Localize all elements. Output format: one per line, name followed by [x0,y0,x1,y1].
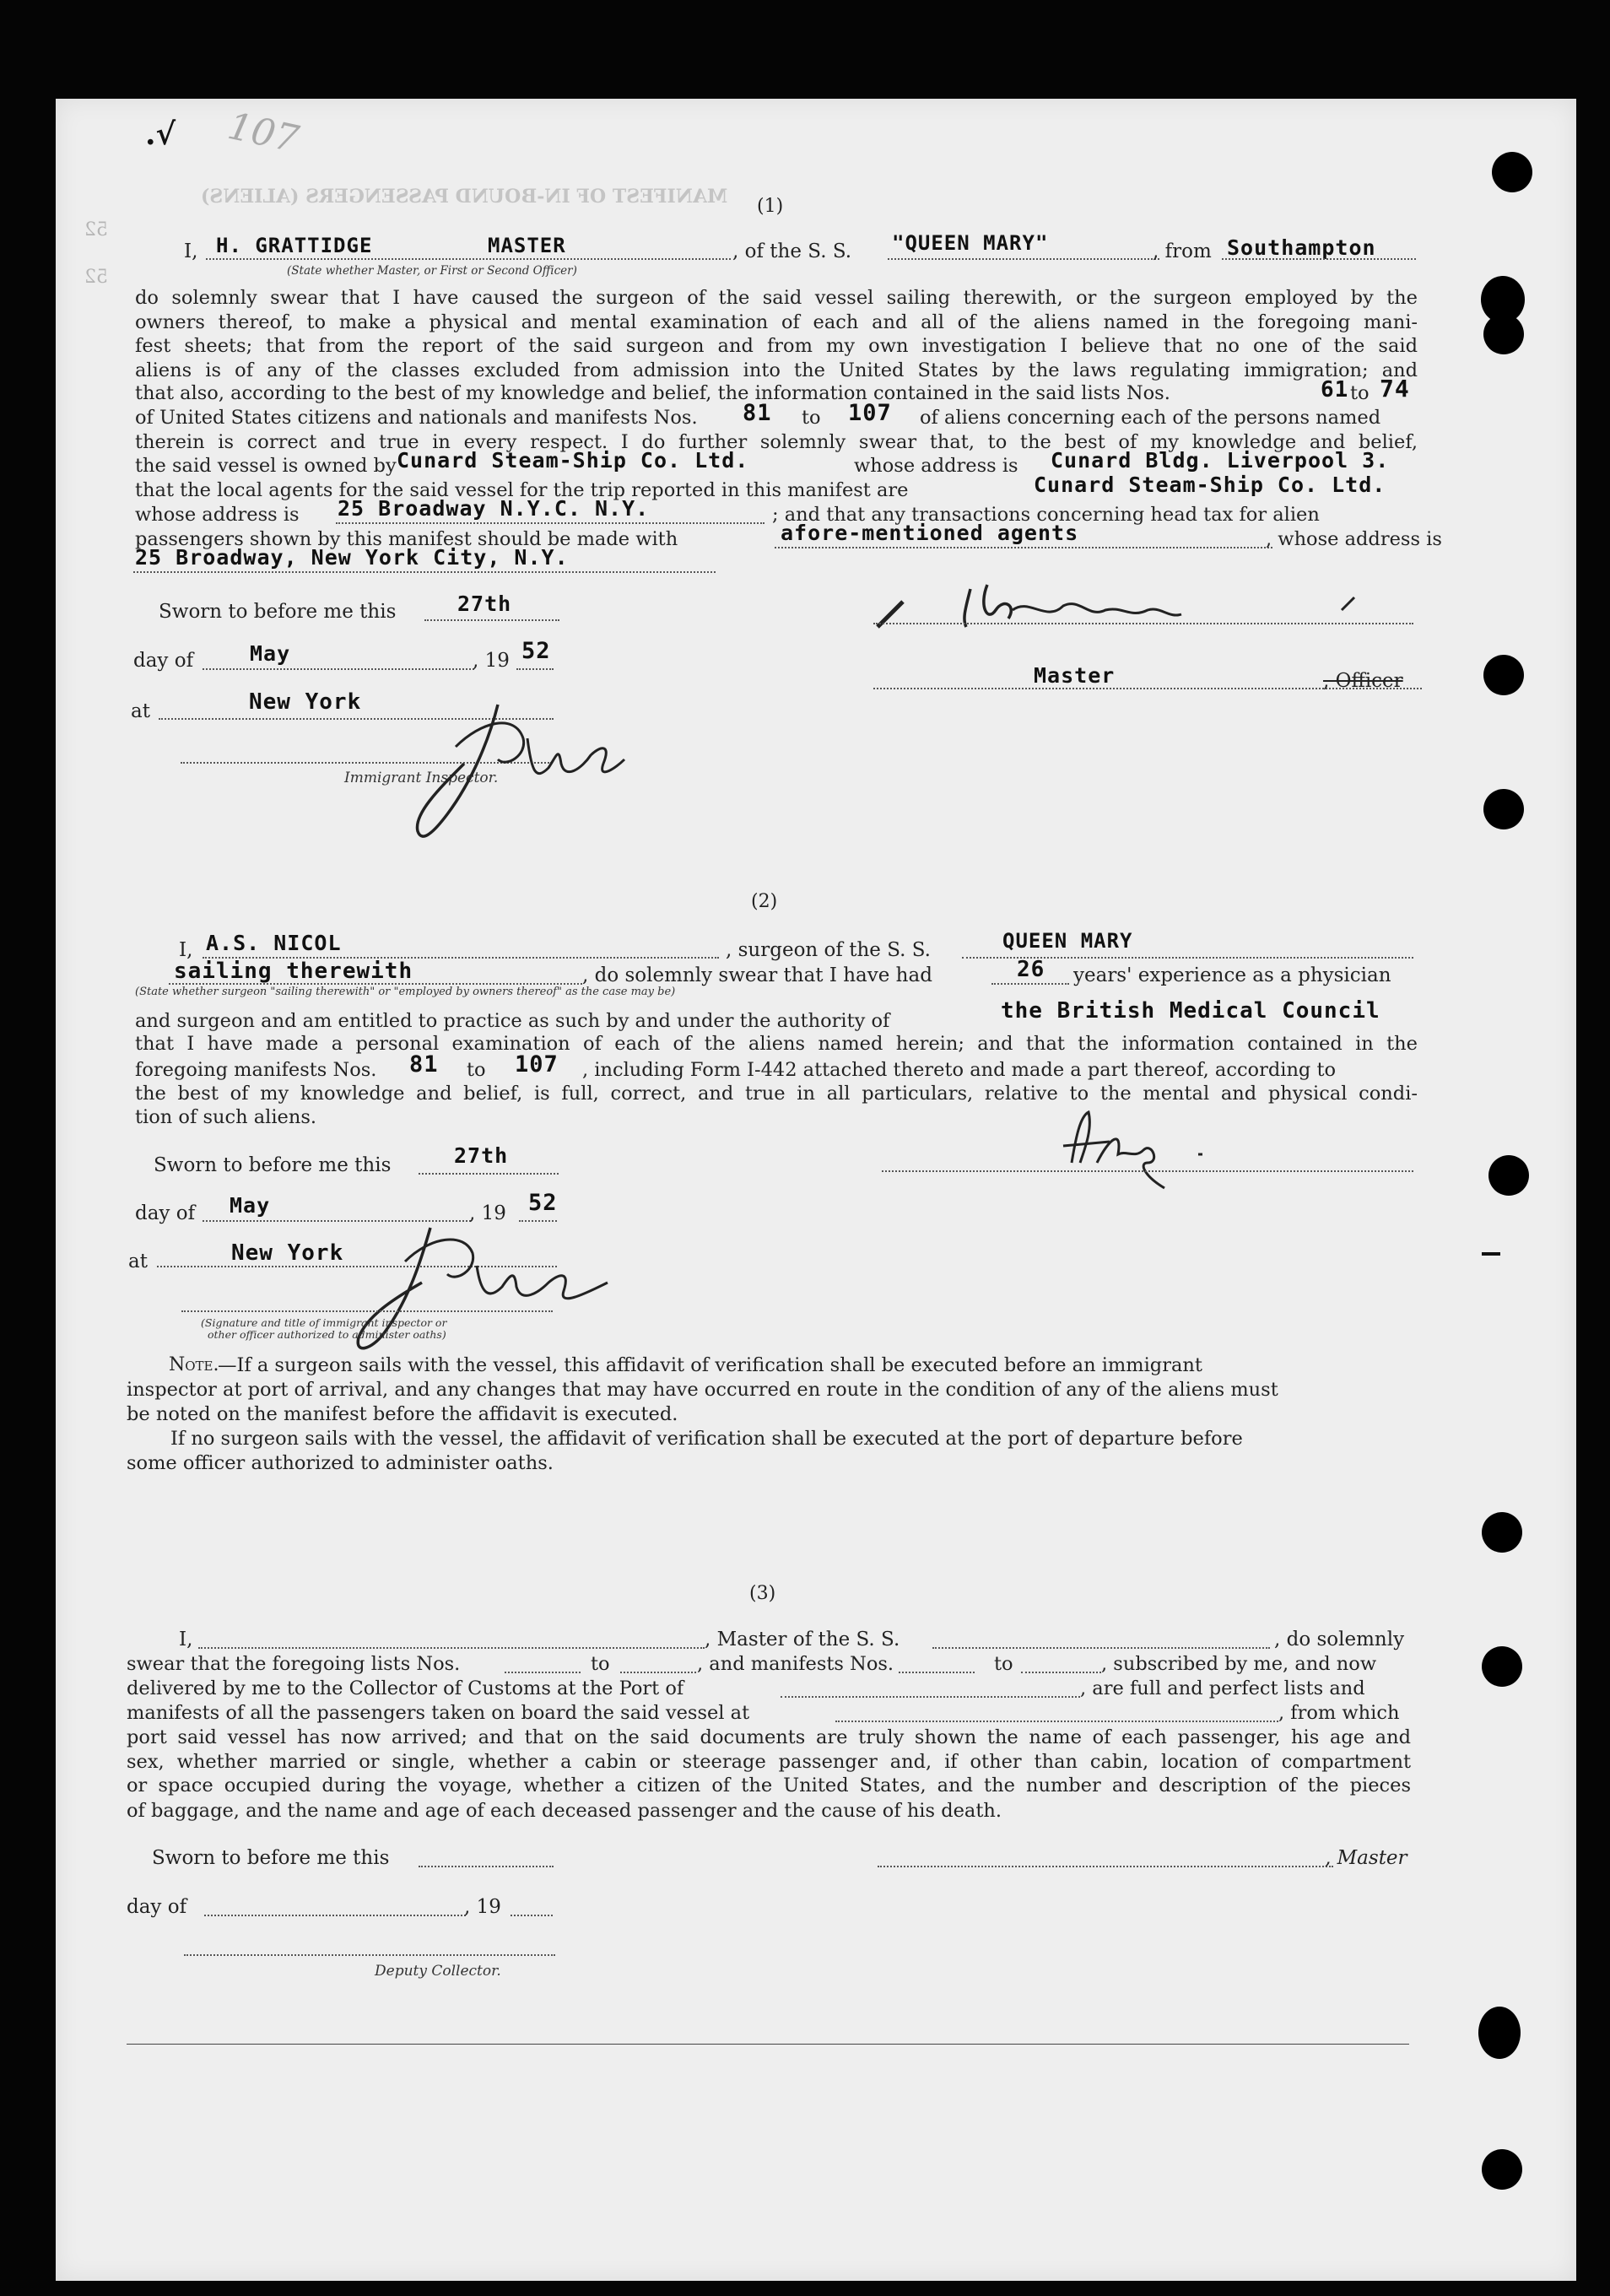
lists-text: that also, according to the best of my knowledge and belief, the information contained in the said lists Nos. [135,382,1170,404]
year-prefix: , 19 [473,650,510,672]
manifests-from-blank [899,1672,975,1673]
from-label: , from [1153,240,1212,262]
text-line: owners thereof, to make a physical and mental examination of each and all of the aliens named in the foregoing mani- [135,311,1418,333]
text-line: sex, whether married or single, whether a cabin or steerage passenger and, if other than cabin, location of compartment [127,1750,1411,1773]
surgeon-status: sailing therewith [174,959,413,984]
master-signature-blank [878,1866,1333,1867]
surgeon-ship: QUEEN MARY [1002,929,1133,953]
whose-address-label-3: , whose address is [1266,528,1442,550]
master-name: H. GRATTIDGE [216,234,373,257]
lists-from: 61 [1321,377,1349,402]
lists-to-blank [620,1672,696,1673]
to-label: to [994,1653,1013,1675]
year-blank [511,1915,553,1916]
name-line [206,258,731,260]
port-line [1222,258,1416,260]
sworn-label: Sworn to before me this [154,1154,392,1176]
section1-body [135,286,1418,382]
lists-to: 74 [1380,375,1410,402]
agents-address: 25 Broadway N.Y.C. N.Y. [338,496,650,521]
last-line: of baggage, and the name and age of each deceased passenger and the cause of his death. [127,1800,1002,1822]
sworn-year: 52 [521,638,551,664]
note-label: Note. [169,1354,219,1375]
sworn-label: Sworn to before me this [152,1847,390,1869]
oath-i: I, [179,1629,193,1650]
punch-hole [1483,314,1524,354]
years-line [991,983,1069,985]
sworn-month-line [203,668,474,670]
solemnly-label: , do solemnly swear that I have had [582,964,932,986]
text-line: do solemnly swear that I have caused the surgeon of the said vessel sailing therewith, or the surgeon employed by the [135,287,1418,309]
status-note: (State whether surgeon "sailing therewith" or "employed by owners thereof" as the case may be) [135,986,676,998]
surgeon-sworn-place: New York [231,1240,344,1266]
agents-address-line [336,522,764,524]
punch-hole [1482,2149,1522,2190]
sworn-month: May [250,641,291,666]
surgeon-signature [1046,1104,1215,1197]
officer-label: , Officer [1323,670,1403,692]
note-line-4: If no surgeon sails with the vessel, the affidavit of verification shall be executed at the port of departure before [170,1428,1243,1450]
bleed-through-number: 52 [84,267,108,288]
form-text: , including Form I-442 attached thereto and made a part thereof, according to [582,1059,1337,1081]
punch-hole [1482,1646,1522,1687]
note-line-5: some officer authorized to administer oaths. [127,1452,554,1474]
text-line: port said vessel has now arrived; and that on the said documents are truly shown the name of each passenger, his age and [127,1726,1411,1748]
signature-note-1: (Signature and title of immigrant inspector or [201,1316,447,1329]
and-manifests-text: , and manifests Nos. [697,1653,894,1675]
manifests-text: of United States citizens and nationals and manifests Nos. [135,407,698,429]
sworn-day-line [424,619,559,621]
manifests-to: 107 [848,400,892,426]
punch-hole [1482,1512,1522,1553]
handwritten-page-number: 107 [224,104,303,162]
surgeon-sworn-day: 27th [454,1143,509,1168]
subscribed-text: , subscribed by me, and now [1101,1653,1377,1675]
to-label: to [467,1059,486,1081]
year-prefix: , 19 [469,1202,506,1224]
sworn-year-line [516,668,554,670]
master-of-label: , Master of the S. S. [705,1629,900,1650]
solemnly-label: , do solemnly [1274,1629,1405,1650]
lists-from-blank [505,1672,581,1673]
day-blank [204,1915,466,1916]
full-text: , are full and perfect lists and [1080,1677,1365,1699]
tax-address: 25 Broadway, New York City, N.Y. [135,545,569,570]
text-line: or space occupied during the voyage, whether a citizen of the United States, and the number and description of the pieces [127,1775,1411,1796]
manifests-text-2: of aliens concerning each of the persons named [920,407,1381,429]
at-label: at [131,700,150,722]
surgeon-signature-line [882,1170,1413,1172]
signature-note-2: other officer authorized to administer oaths) [208,1328,446,1341]
whose-address-label-2: whose address is [135,504,300,526]
ship-blank [932,1647,1270,1649]
vessel-at-blank [835,1721,1278,1722]
punch-hole [1488,1155,1529,1196]
master-signature [869,572,1375,640]
master-title: Master [1034,663,1116,688]
owned-text: the said vessel is owned by [135,455,397,477]
tax-agent-line [775,547,1272,548]
section3-body [127,1726,1411,1798]
of-ss-label: , of the S. S. [732,240,852,262]
day-of-label: day of [135,1202,196,1224]
sworn-day: 27th [457,592,512,616]
years-text: years' experience as a physician [1073,964,1391,986]
punch-hole [1483,655,1524,695]
surgeon-sworn-day-line [419,1173,559,1175]
port-blank [781,1696,1080,1698]
punch-hole [1483,789,1524,829]
day-of-label: day of [127,1896,187,1918]
departure-port: Southampton [1227,235,1376,260]
note-line-1: —If a surgeon sails with the vessel, this affidavit of verification shall be executed before an immigrant [218,1354,1202,1376]
collector-signature-blank [184,1954,555,1956]
surgeon-manifests-to: 107 [515,1051,559,1078]
text-line: fest sheets; that from the report of the said surgeon and from my own investigation I believe that no one of the said [135,335,1418,357]
master-label: , Master [1325,1847,1407,1869]
experience-years: 26 [1017,957,1045,982]
foregoing-text: foregoing manifests Nos. [135,1059,377,1081]
note-line-2: inspector at port of arrival, and any changes that may have occurred en route in the condition of any of the aliens must [127,1379,1278,1401]
authority-text: and surgeon and am entitled to practice as such by and under the authority of [135,1010,890,1032]
bottom-rule [127,2044,1409,2045]
tax-address-line [133,571,716,573]
vessel-owner: Cunard Steam-Ship Co. Ltd. [397,448,749,473]
surgeon-sworn-year: 52 [528,1190,558,1216]
tax-text: ; and that any transactions concerning head tax for alien [772,504,1320,526]
text-line: therein is correct and true in every respect. I do further solemnly swear that, to the best of my knowledge and belief, [135,431,1418,453]
master-rank: MASTER [488,234,566,257]
inspector-label: Immigrant Inspector. [344,770,499,786]
edge-mark [1482,1252,1500,1256]
surgeon-name: A.S. NICOL [206,931,342,955]
tax-agent: afore-mentioned agents [781,521,1079,545]
medical-authority: the British Medical Council [1001,998,1380,1024]
to-label: to [1350,382,1370,404]
master-name-blank [198,1647,705,1649]
at-label: at [128,1251,148,1272]
ship-line [888,258,1159,260]
text-line: the best of my knowledge and belief, is full, correct, and true in all particulars, relative to the mental and physical condi- [135,1083,1418,1105]
manifests-from: 81 [743,400,772,426]
swear-text: swear that the foregoing lists Nos. [127,1653,461,1675]
surgeon-of-label: , surgeon of the S. S. [726,939,931,961]
tion-line: tion of such aliens. [135,1106,317,1128]
to-label: to [802,407,821,429]
sworn-place: New York [249,689,362,715]
text-line: aliens is of any of the classes excluded from admission into the United States by the laws regulating immigration; and [135,359,1418,381]
punch-hole [1492,152,1532,192]
from-which-text: , from which [1278,1702,1400,1724]
corner-mark: .√ [145,116,176,152]
oath-i: I, [184,240,198,262]
manifests-to-blank [1021,1672,1101,1673]
local-agents: Cunard Steam-Ship Co. Ltd. [1034,473,1386,497]
ship-name: "QUEEN MARY" [892,231,1049,255]
oath-i: I, [179,939,193,961]
section2-best-lines [135,1082,1418,1106]
surgeon-status-line [169,983,582,985]
manifests-all-text: manifests of all the passengers taken on board the said vessel at [127,1702,750,1724]
section-number-1: (1) [757,196,784,217]
agents-text: that the local agents for the said vessel for the trip reported in this manifest are [135,479,909,501]
collector-label: Deputy Collector. [375,1963,501,1980]
text-line: that I have made a personal examination of each of the aliens named herein; and that the information contained in the [135,1033,1418,1055]
sworn-label: Sworn to before me this [159,601,397,623]
section2-exam-line [135,1032,1418,1056]
note-line-3: be noted on the manifest before the affidavit is executed. [127,1403,678,1425]
whose-address-label: whose address is [854,455,1018,477]
bleed-through-number: 52 [84,219,108,240]
master-signature-line [873,623,1413,624]
section-number-2: (2) [751,891,778,912]
day-of-label: day of [133,650,194,672]
owner-address: Cunard Bldg. Liverpool 3. [1051,448,1390,473]
surgeon-manifests-from: 81 [409,1051,439,1078]
inspector-signature [371,688,641,848]
surgeon-sworn-month: May [230,1193,271,1218]
inspector-signature-line-2 [181,1310,553,1312]
to-label: to [591,1653,610,1675]
bleed-through-header: MANIFEST OF IN-BOUND PASSENGERS (ALIENS) [201,186,728,208]
rank-note: (State whether Master, or First or Second Officer) [287,264,577,278]
sworn-blank [419,1866,554,1867]
delivered-text: delivered by me to the Collector of Customs at the Port of [127,1677,684,1699]
section-number-3: (3) [749,1583,776,1604]
passengers-text: passengers shown by this manifest should be made with [135,528,678,550]
punch-hole [1478,2007,1521,2059]
year-prefix: , 19 [464,1896,501,1918]
